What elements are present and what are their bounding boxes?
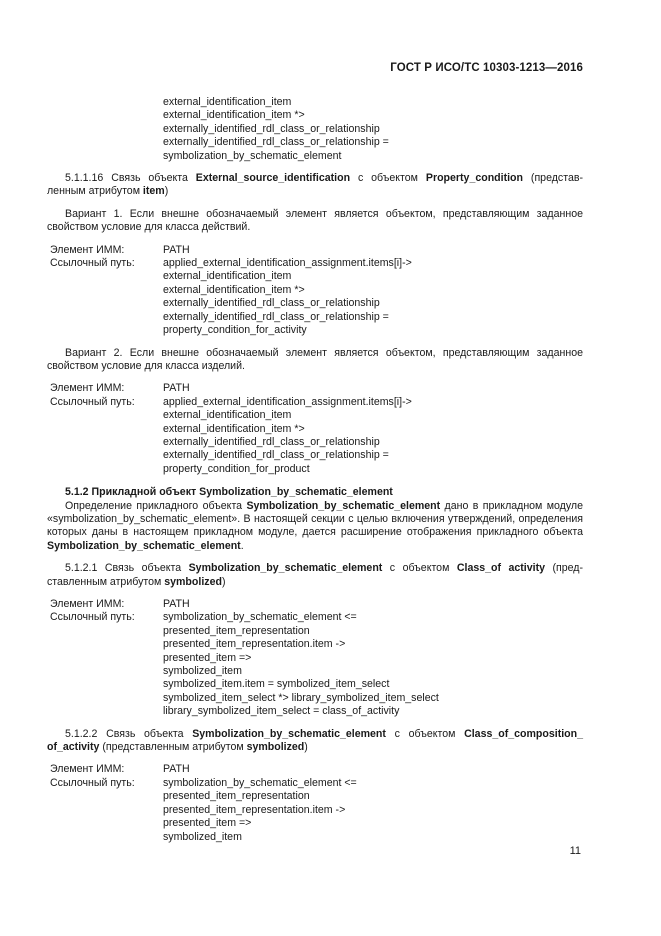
code-line: externally_identified_rdl_class_or_relationship = <box>163 449 389 462</box>
reference-path-label: Ссылочный путь: <box>50 395 135 408</box>
code-line: presented_item => <box>163 651 252 664</box>
code-line: presented_item_representation <box>163 624 310 637</box>
variant-2-text: Вариант 2. Если внешне обозначаемый элемент является объектом, представляющим заданное свойством условие для класса изделий. <box>47 346 583 372</box>
code-line: property_condition_for_activity <box>163 324 307 337</box>
code-line: external_identification_item <box>163 270 292 283</box>
code-line: symbolized_item_select *> library_symbolized_item_select <box>163 691 439 704</box>
section-5-1-2-heading: 5.1.2 Прикладной объект Symbolization_by_schematic_element <box>65 486 393 499</box>
imm-element-value: PATH <box>163 243 190 256</box>
reference-path-label: Ссылочный путь: <box>50 611 135 624</box>
page-content <box>47 96 583 844</box>
code-line: presented_item_representation <box>163 790 310 803</box>
section-5-1-2-1-mapping <box>47 598 583 611</box>
code-line: external_identification_item <box>163 96 292 108</box>
reference-path-label: Ссылочный путь: <box>50 257 135 270</box>
code-line: library_symbolized_item_select = class_of_activity <box>163 705 400 718</box>
code-line: symbolized_item.item = symbolized_item_select <box>163 678 390 691</box>
imm-element-label: Элемент ИММ: <box>50 598 125 610</box>
code-line: external_identification_item <box>163 409 292 422</box>
code-line: external_identification_item *> <box>163 422 305 435</box>
code-line: property_condition_for_product <box>163 462 310 475</box>
code-line: symbolized_item <box>163 830 242 843</box>
variant-2-mapping <box>47 382 583 395</box>
imm-element-value: PATH <box>163 382 190 395</box>
variant-1-mapping <box>47 244 583 257</box>
imm-element-label: Элемент ИММ: <box>50 763 125 776</box>
code-line: externally_identified_rdl_class_or_relationship <box>163 435 380 448</box>
page-number: 11 <box>569 845 581 857</box>
variant-2-path <box>47 396 583 476</box>
variant-1-text: Вариант 1. Если внешне обозначаемый элемент является объектом, представляющим заданное свойством условие для класса действий. <box>47 207 583 234</box>
code-line: presented_item_representation.item -> <box>163 638 346 651</box>
section-5-1-2-2-mapping <box>47 763 583 776</box>
section-5-1-2-2-path <box>47 777 583 844</box>
imm-element-label: Элемент ИММ: <box>50 243 125 256</box>
imm-element-value: PATH <box>163 598 190 610</box>
code-block-0 <box>163 96 583 163</box>
code-line: externally_identified_rdl_class_or_relationship <box>163 122 380 135</box>
code-line: presented_item => <box>163 817 252 830</box>
code-line: symbolization_by_schematic_element <box>163 149 342 162</box>
code-line: external_identification_item *> <box>163 109 305 122</box>
code-line: externally_identified_rdl_class_or_relationship <box>163 297 380 310</box>
code-line: applied_external_identification_assignment.items[i]-> <box>163 257 412 270</box>
code-line: symbolization_by_schematic_element <= <box>163 776 357 789</box>
section-5-1-2-1-path <box>47 611 583 718</box>
variant-1-path <box>47 257 583 337</box>
reference-path-label: Ссылочный путь: <box>50 776 135 789</box>
code-line: symbolization_by_schematic_element <= <box>163 611 357 624</box>
imm-element-label: Элемент ИММ: <box>50 382 125 395</box>
section-5-1-2-2-heading: 5.1.2.2 Связь объекта Symbolization_by_schematic_element с объектом Class_of_composition_ of_activity (представленным атрибутом symbolized) <box>47 727 583 754</box>
imm-element-value: PATH <box>163 763 190 776</box>
document-code-header: ГОСТ Р ИСО/ТС 10303-1213—2016 <box>390 62 583 74</box>
section-5-1-1-16-heading: 5.1.1.16 Связь объекта External_source_identification с объектом Property_condition (представ-ленным атрибутом item) <box>47 172 583 198</box>
code-line: symbolized_item <box>163 665 242 678</box>
code-line: externally_identified_rdl_class_or_relationship = <box>163 310 389 323</box>
code-line: applied_external_identification_assignment.items[i]-> <box>163 395 412 408</box>
code-line: presented_item_representation.item -> <box>163 803 346 816</box>
section-5-1-2-1-heading: 5.1.2.1 Связь объекта Symbolization_by_schematic_element с объектом Class_of activity (пред-ставленным атрибутом symbolized) <box>47 562 584 588</box>
code-line: external_identification_item *> <box>163 283 305 296</box>
code-line: externally_identified_rdl_class_or_relationship = <box>163 136 389 149</box>
section-5-1-2-text: Определение прикладного объекта Symbolization_by_schematic_element дано в прикладном модуле «symbolization_by_schematic_element». В настоящей секции с целью включения утверждений, определения которых даны в настоящем прикладном модуле, дается расширение отображения прикладного объекта Symbolization_by_schematic_element. <box>47 499 583 552</box>
